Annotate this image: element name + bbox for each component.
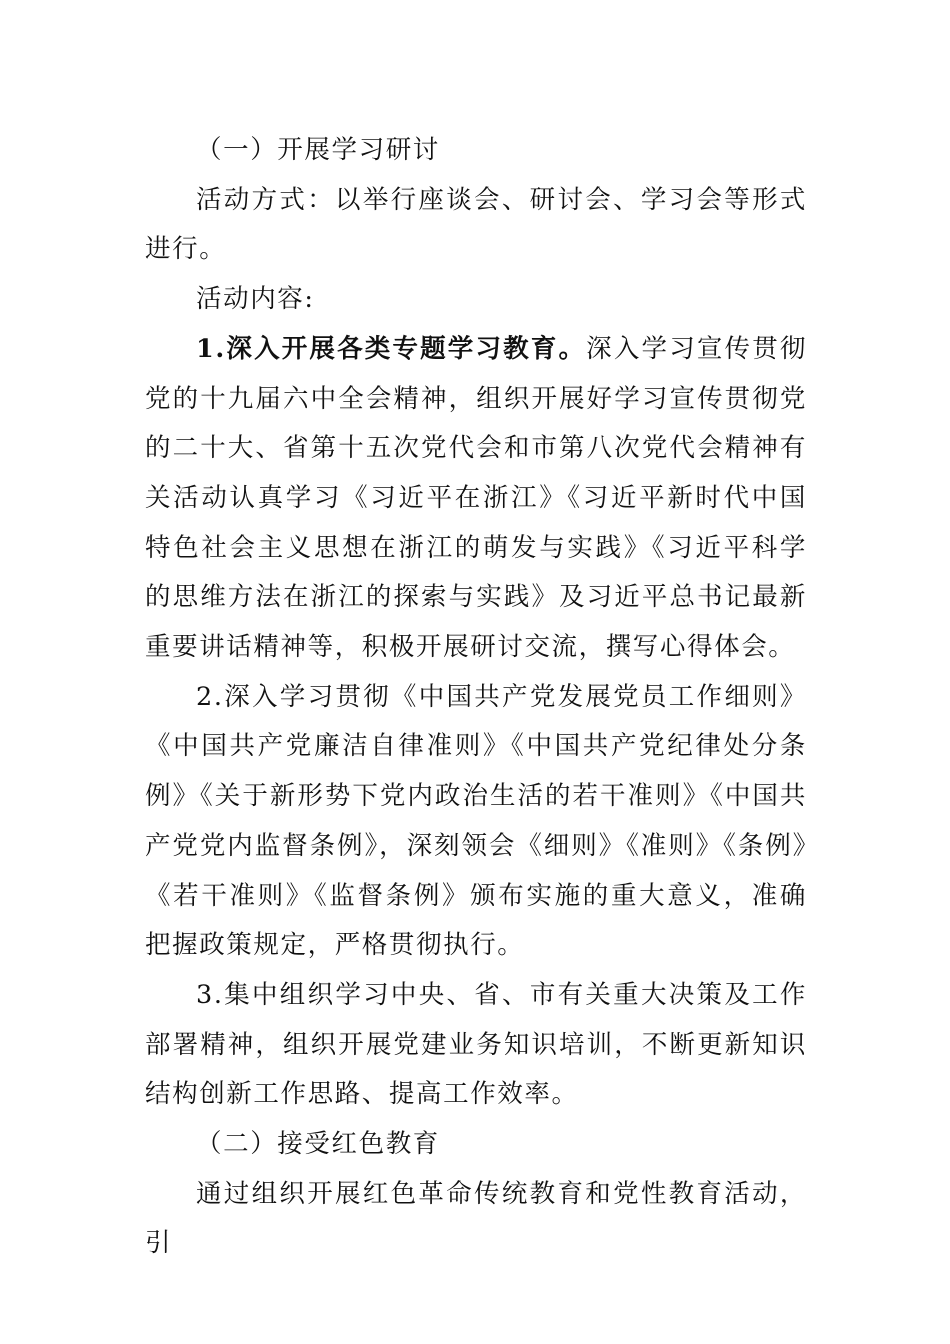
document-body [145,126,807,1269]
activity-content-label: 活动内容: [196,284,315,315]
section-heading-1: （一）开展学习研讨 [196,135,440,165]
item-1-lead: 1.深入开展各类专题学习教育。 [196,333,587,364]
item-1-paragraph [145,325,807,673]
section-heading-2: （二）接受红色教育 [196,1129,440,1160]
section-2-paragraph: 通过组织开展红色革命传统教育和党性教育活动，引 [145,1178,807,1259]
item-1-text: 深入学习宣传贯彻党的十九届六中全会精神，组织开展好学习宣传贯彻党的二十大、省第十五次党代会和市第八次党代会精神有关活动认真学习《习近平在浙江》《习近平新时代中国特色社会主义思想在浙江的萌发与实践》《习近平科学的思维方法在浙江的探索与实践》及习近平总书记最新重要讲话精神等，积极开展研讨交流，撰写心得体会。 [145,333,807,663]
item-3-paragraph: 3.集中组织学习中央、省、市有关重大决策及工作部署精神，组织开展党建业务知识培训，不断更新知识结构创新工作思路、提高工作效率。 [145,979,807,1110]
item-2-paragraph: 2.深入学习贯彻《中国共产党发展党员工作细则》《中国共产党廉洁自律准则》《中国共产党纪律处分条例》《关于新形势下党内政治生活的若干准则》《中国共产党党内监督条例》，深刻领会《细则》《准则》《条例》《若干准则》《监督条例》颁布实施的重大意义，准确把握政策规定，严格贯彻执行。 [145,681,807,961]
activity-method-paragraph: 活动方式：以举行座谈会、研讨会、学习会等形式进行。 [145,184,807,265]
